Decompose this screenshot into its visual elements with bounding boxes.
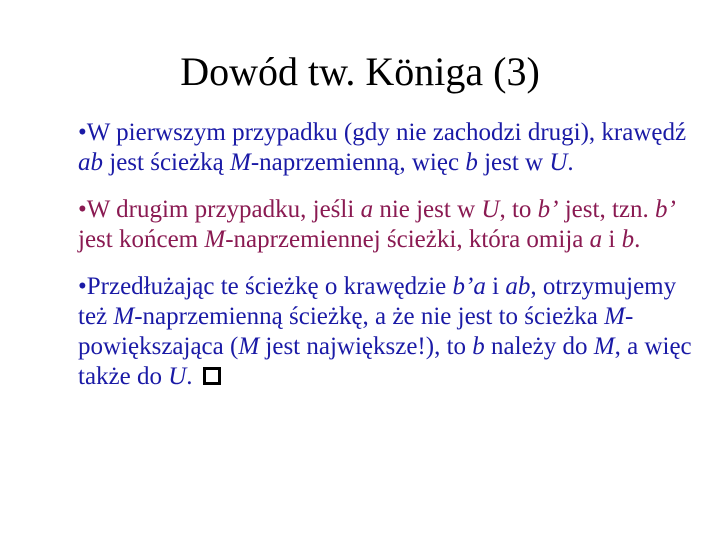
bullet-dot: • (78, 119, 87, 146)
bullet-list (78, 118, 708, 392)
bullet-text: W drugim przypadku, jeśli a nie jest w U, to b’ jest, tzn. b’ jest końcem M-naprzemiennej ścieżki, która omija a i b. (78, 196, 676, 253)
bullet-dot: • (78, 273, 87, 300)
bullet-conclusion (78, 272, 708, 392)
bullet-dot: • (78, 196, 87, 223)
bullet-second-case (78, 195, 708, 255)
bullet-first-case (78, 118, 708, 178)
qed-square-icon (203, 367, 221, 385)
bullet-text: W pierwszym przypadku (gdy nie zachodzi drugi), krawędź ab jest ścieżką M-naprzemienną, więc b jest w U. (78, 119, 687, 176)
slide-title: Dowód tw. Königa (3) (180, 49, 540, 94)
bullet-text: Przedłużając te ścieżkę o krawędzie b’a i ab, otrzymujemy też M-naprzemienną ścieżkę, a że nie jest to ścieżka M-powiększająca (M jest największe!), to b należy do M, a więc także do U. (78, 273, 692, 390)
